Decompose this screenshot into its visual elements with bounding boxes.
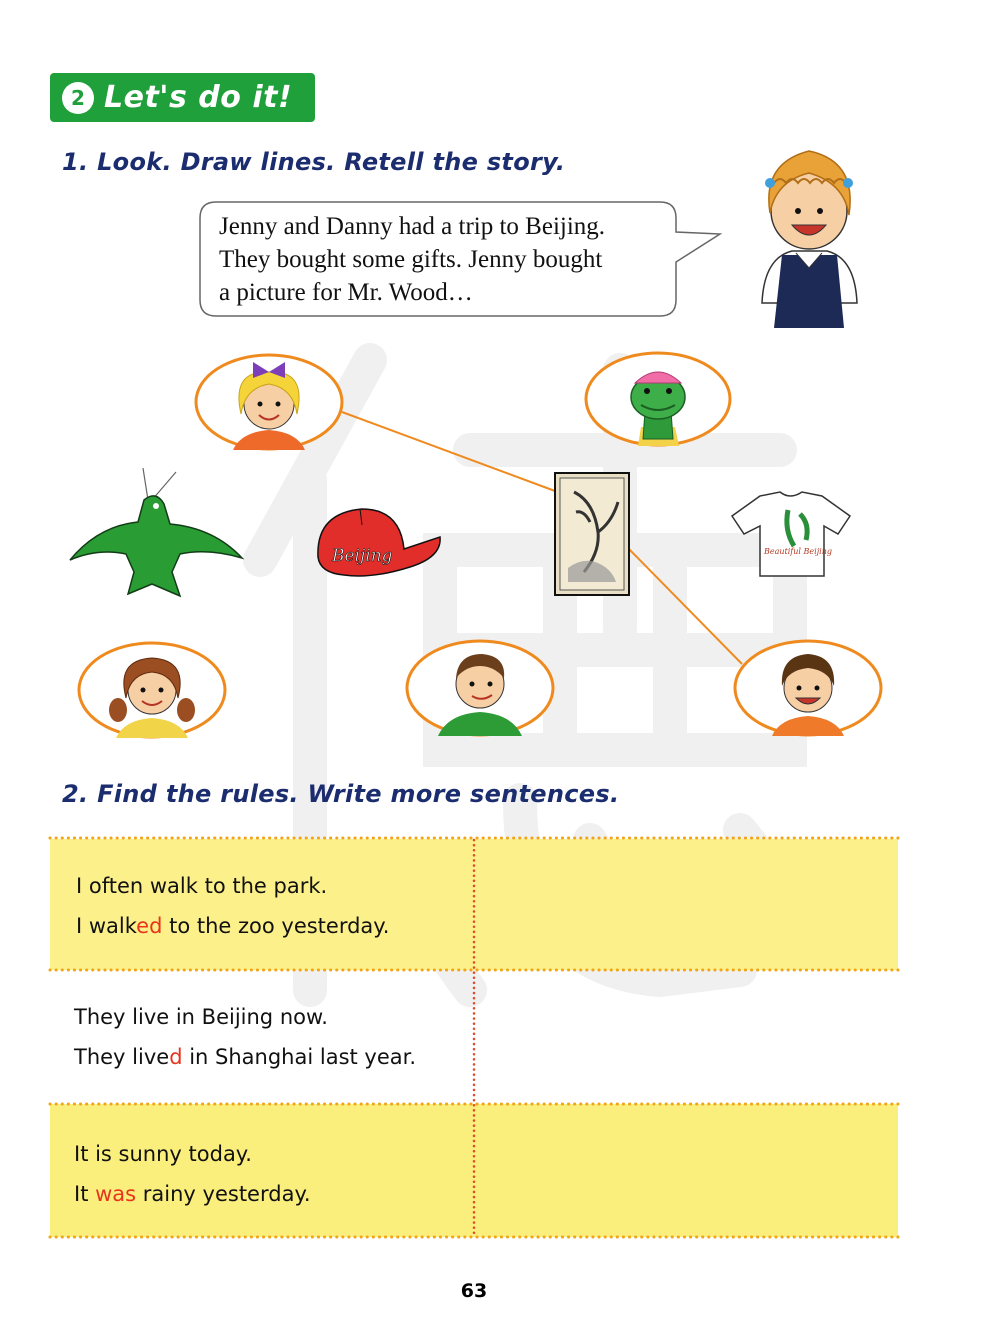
t-shirt-gift bbox=[730, 490, 852, 578]
line-picture-to-mr-wood bbox=[628, 548, 742, 664]
t-shirt-text: Beautiful Beijing bbox=[764, 547, 833, 556]
past-tense-ending: d bbox=[169, 1045, 183, 1069]
rule-row-1-answer-area[interactable] bbox=[476, 850, 886, 960]
boy-green-shirt-oval bbox=[404, 638, 556, 738]
rule-row-2-example bbox=[74, 997, 416, 1077]
picture-gift bbox=[554, 472, 630, 596]
task2-heading: 2. Find the rules. Write more sentences. bbox=[62, 780, 620, 808]
past-tense-word: was bbox=[95, 1182, 137, 1206]
past-sentence: It was rainy yesterday. bbox=[74, 1182, 311, 1206]
rule-row-2-answer-area[interactable] bbox=[476, 982, 886, 1092]
page-number: 63 bbox=[460, 1280, 488, 1302]
section-number: 2 bbox=[62, 82, 94, 114]
past-sentence: I walked to the zoo yesterday. bbox=[76, 914, 390, 938]
section-title: Let's do it! bbox=[104, 80, 293, 115]
past-sentence: They lived in Shanghai last year. bbox=[74, 1045, 417, 1069]
cap-text: Beijing bbox=[332, 546, 393, 566]
present-sentence: It is sunny today. bbox=[74, 1142, 252, 1166]
present-sentence: They live in Beijing now. bbox=[74, 1005, 328, 1029]
beijing-cap-gift bbox=[314, 503, 442, 579]
bubble-line: a picture for Mr. Wood… bbox=[219, 279, 473, 306]
present-sentence: I often walk to the park. bbox=[76, 874, 328, 898]
past-tense-ending: ed bbox=[136, 914, 163, 938]
kite-gift bbox=[68, 468, 246, 600]
rule-row-1-example bbox=[76, 866, 389, 946]
bubble-line: They bought some gifts. Jenny bought bbox=[219, 246, 603, 273]
rule-row-3-example bbox=[74, 1134, 311, 1214]
bubble-line: Jenny and Danny had a trip to Beijing. bbox=[219, 213, 606, 240]
danny-dinosaur-oval bbox=[583, 349, 733, 449]
rule-row-3-answer-area[interactable] bbox=[476, 1116, 886, 1226]
task1-heading: 1. Look. Draw lines. Retell the story. bbox=[62, 148, 566, 176]
mr-wood-oval bbox=[732, 638, 884, 738]
line-jenny-to-picture bbox=[342, 412, 555, 491]
jenny-oval bbox=[193, 352, 345, 452]
girl-pigtails-oval bbox=[76, 640, 228, 740]
